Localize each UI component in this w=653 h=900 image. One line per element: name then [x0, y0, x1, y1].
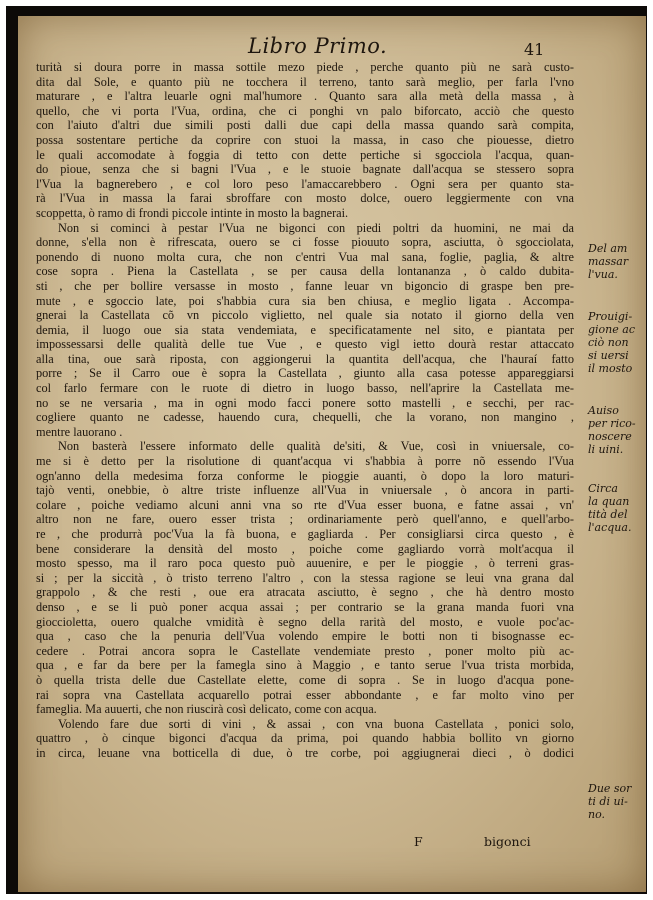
text-line: possa sostentare pertiche da coprire con stuoi la massa, in caso che piouesse, dietro	[36, 132, 574, 147]
text-line: demia, il luogo oue sia stata vendemiata, e specificatamente nel sito, e piantata per	[36, 322, 574, 337]
text-line: rà l'Vua in massa la farai sbroffare con mosto dolce, ouero leggiermente con vna	[36, 191, 574, 206]
text-line: mute , e sgoccio late, poi s'habbia cura sia ben chiusa, e meglio ligata . Accompa-	[36, 293, 574, 308]
text-line: denso , e se li può poner acqua assai ; per contrario se la grana manda fuori vna	[36, 599, 574, 614]
margin-note-acqua: Circa la quan tità del l'acqua.	[588, 482, 632, 534]
text-line: qua , e far da bere per la famegla sino à Maggio , e tanto serue l'vua trista morbida,	[36, 658, 574, 673]
text-line: l'Vua la bagnerebero , e col loro peso l'amaccarebbero . Ogni sera per quanto sta-	[36, 176, 574, 191]
running-title: Libro Primo.	[248, 34, 388, 58]
text-line: le quali accomodate à foggia di tetto con dette pertiche si sgocciola l'acqua, quan-	[36, 147, 574, 162]
text-line: dita dal Sole, e quanto più ne tocchera il terreno, tanto sarà meglio, per farla l'vno	[36, 74, 574, 89]
catchword: bigonci	[484, 834, 531, 849]
text-line: mentre lauorano .	[36, 424, 123, 439]
page-number: 41	[524, 40, 545, 59]
text-line: porre ; Se il Carro oue è sopra la Castellata , giunto alla casa potesse appareggiarsi	[36, 366, 574, 381]
text-line: colare , poiche vediamo alcuni anni vna so rte d'Vua esser buona, e fatne assai , vn'	[36, 497, 574, 512]
text-line: gioccioletta, ouero qualche vmidità è segno della rarità del mosto, e vuole poc'ac-	[36, 614, 574, 629]
text-line: qua , caso che la penuria dell'Vua volendo empire le botti non ti bisognasse ec-	[36, 629, 574, 644]
book-page	[18, 16, 646, 892]
text-line: rai sopra vna Castellata acquarello potrai esser abbondante , e far molto vino per	[36, 687, 574, 702]
text-line: maturare , e l'altra leuarle ogni mal'humore . Quanto sara alla metà della massa , à	[36, 89, 574, 104]
text-line: re , che produrrà poc'Vua la fà buona, e gagliarda . Per consigliarsi circa questo , è	[36, 527, 574, 541]
text-line: fameglia. Ma auuerti, che non riuscirà così delicato, come con acqua.	[36, 702, 377, 717]
text-line: ponendo di nuono molta cura, che non c'entri Vua mal sana, foglie, paglia, & altre	[36, 249, 574, 264]
signature-mark: F	[414, 834, 423, 849]
text-line: col farlo fermare con le ruote di dietro in luogo basso, nell'aprire la Castellata me-	[36, 381, 574, 396]
text-line: cogliere quanto ne cadesse, hauendo cura, chequelli, che la vorano, non mangino ,	[36, 410, 574, 425]
text-line: me si è detto per la risolutione di quant'acqua vi s'habbia à porre nõ essendo l'Vua	[36, 454, 574, 469]
text-line: no se ne versaria , ma in ogni modo facci ponere sotto mastelli , e secchi, per rac-	[36, 395, 574, 410]
text-line: quello, che vi porta l'Vua, ordina, che ci ponghi vn palo biforcato, acciò che questo	[36, 103, 574, 118]
text-line: mosto spesso, ma il raro poca questo può auuenire, e per le pioggie , ò terreni gras-	[36, 556, 574, 571]
page-footer	[18, 834, 646, 854]
text-line: Volendo fare due sorti di vini , & assai , con vna buona Castellata , ponici solo,	[58, 716, 574, 731]
text-line: ò quella trista delle due Castellate elette, come di sopra . Se in luogo d'acqua pone-	[36, 672, 574, 687]
text-line: tajò venti, onebbie, ò altre triste influenze all'Vua in vniuersale , ò ancora in parti-	[36, 483, 574, 498]
text-line: do pioue, senza che si bagni l'Vua , e le stuoie bagnate dall'acqua se stessero sopra	[36, 162, 574, 177]
text-line: cose sopra . Piena la Castellata , se per causa della lontananza , ò caldo dubita-	[36, 264, 574, 279]
text-line: altro non ne fare, ouero esser trista ; ordinariamente però quell'anno, e quell'arbo-	[36, 512, 574, 527]
text-line: impossessarsi delle qualità delle tue Vue , e questo vigl ietto dourà restar attaccato	[36, 337, 574, 352]
margin-note-due-sorti: Due sor ti di ui- no.	[588, 782, 632, 821]
margin-note-avviso: Auiso per rico- noscere li uini.	[588, 404, 636, 456]
text-line: gnerai la Castellata cõ vn piccolo viglietto, nel quale sia notato il giorno della ven	[36, 308, 574, 323]
text-line: sti , che per bollire versasse in mosto , fanne leuar vn bigoncio di graspe ben pre-	[36, 278, 574, 293]
text-line: grappolo , & che resti , oue era atracata asciutto, è segno , che hà dentro mosto	[36, 585, 574, 600]
text-line: bene considerare la densità del mosto , poiche come gagliardo vorrà molt'acqua il	[36, 541, 574, 556]
body-text	[36, 60, 574, 761]
text-line: turità si doura porre in massa sottile mezo piede , perche quanto più ne sarà custo-	[36, 60, 574, 74]
text-line: Non si cominci à pestar l'Vua ne bigonci con piedi poltri da huomini, ne mai da	[58, 220, 574, 235]
page-frame	[6, 6, 647, 894]
margin-note-ammassar: Del am massar l'vua.	[588, 242, 629, 281]
text-line: donne, s'ella non è rifrescata, ouero se ci fosse piouuto sopra, asciutta, ò sgocciolata,	[36, 235, 574, 250]
margin-note-provvigione: Prouigi- gione ac ciò non si uersi il mosto	[588, 310, 635, 375]
text-line: cedere . Potrai ancora sopra le Castellate vendemiate presto , poner molto più ac-	[36, 643, 574, 658]
text-line: Non basterà l'essere informato delle qualità de'siti, & Vue, così in vniuersale, co-	[58, 439, 574, 454]
text-line: alla tina, oue sarà riposta, con aggiongerui la quantita dell'acqua, che l'hauraí fatto	[36, 351, 574, 366]
text-line: con l'aiuto d'altri due simili posti dalli due capi della massa quando sarà compita,	[36, 118, 574, 133]
text-line: scoppetta, ò ramo di frondi piccole intinte in mosto la bagnerai.	[36, 205, 349, 220]
text-line: quattro , ò cinque bigonci d'acqua da prima, poi quando habbia bollito vn giorno	[36, 731, 574, 746]
text-line: ogn'anno della medesima forza conforme le pioggie auanti, ò dopo la loro maturi-	[36, 468, 574, 483]
text-line: si ; per la siccità , ò tristo terreno l'altro , con la stessa ragione se leui vna grana dal	[36, 570, 574, 585]
text-line: in circa, leuane vna botticella di due, ò tre corbe, poi aggiugnerai dieci , ò dodici	[36, 745, 574, 760]
